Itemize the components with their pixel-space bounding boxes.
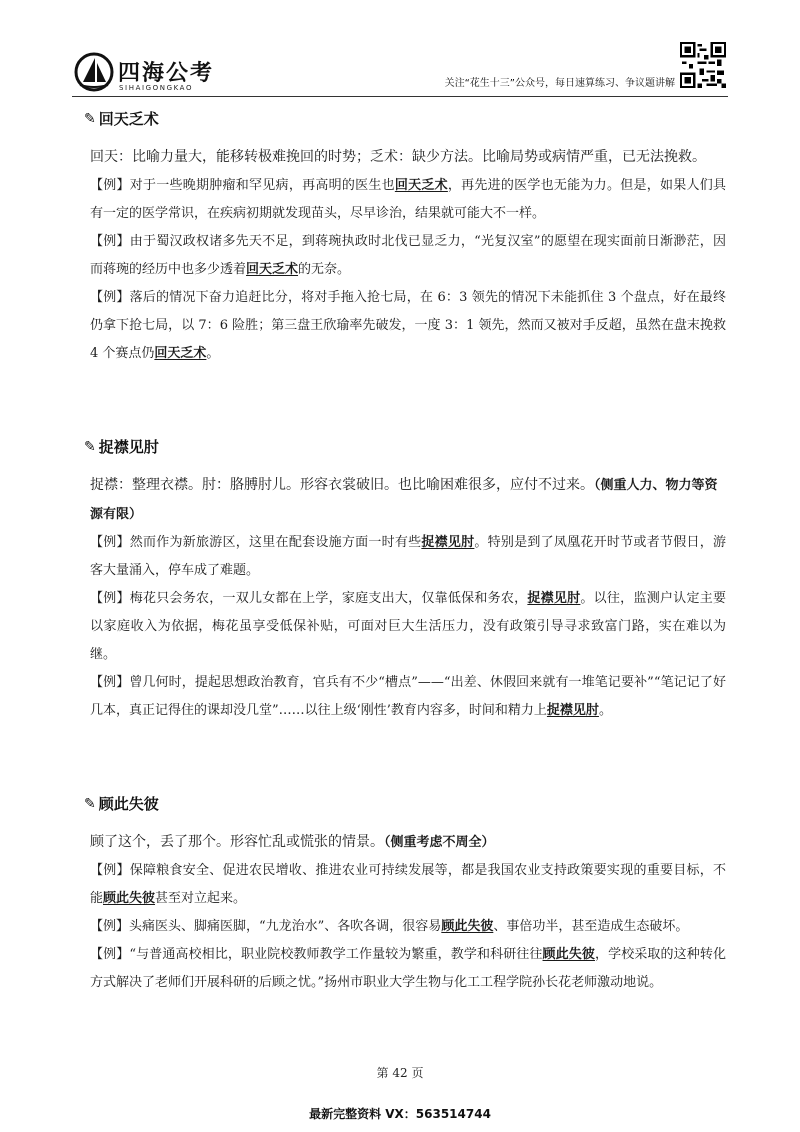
pen-icon: ✎ (84, 110, 96, 127)
example-paragraph: 【例】梅花只会务农，一双儿女都在上学，家庭支出大，仅靠低保和务农，捉襟见肘。以往，监测户认定主要以家庭收入为依据，梅花虽享受低保补贴，可面对巨大生活压力，没有政策引导寻求致富门路，实在难以为继。 (90, 591, 726, 662)
example-paragraph: 【例】对于一些晚期肿瘤和罕见病，再高明的医生也回天乏术，再先进的医学也无能为力。但是，如果人们具有一定的医学常识，在疾病初期就发现苗头，尽早诊治，结果就可能大不一样。 (90, 178, 726, 221)
idiom-section (84, 436, 726, 725)
sailboat-logo-icon (74, 52, 114, 92)
page-content (84, 108, 726, 997)
footer-contact: 最新完整资料 VX：563514744 (309, 1107, 491, 1121)
idiom-keyword: 顾此失彼 (542, 947, 595, 962)
idiom-title: 顾此失彼 (98, 795, 159, 813)
pen-icon: ✎ (84, 795, 96, 812)
usage-note: （侧重考虑不周全） (384, 835, 495, 850)
example-paragraph: 【例】落后的情况下奋力追赶比分，将对手拖入抢七局，在 6：3 领先的情况下未能抓住 3 个盘点，好在最终仍拿下抢七局，以 7：6 险胜；第三盘王欣瑜率先破发，一度 3：1 领先，然而又被对手反超，虽然在盘末挽救 4 个赛点仍回天乏术。 (90, 290, 726, 361)
qr-code-icon (680, 42, 726, 88)
idiom-title: 回天乏术 (98, 110, 159, 128)
section-heading (84, 436, 726, 457)
idiom-section (84, 793, 726, 997)
idiom-keyword: 回天乏术 (394, 178, 448, 193)
example-paragraph: 【例】由于蜀汉政权诸多先天不足，到蒋琬执政时北伐已显乏力，“光复汉室”的愿望在现实面前日渐渺茫，因而蒋琬的经历中也多少透着回天乏术的无奈。 (90, 234, 726, 277)
usage-note: （侧重人力、物力等资源有限） (90, 478, 718, 522)
header-divider (72, 96, 728, 97)
idiom-keyword: 捉襟见肘 (421, 535, 475, 550)
page-number: 第 42 页 (376, 1066, 424, 1080)
section-heading (84, 793, 726, 814)
idiom-keyword: 捉襟见肘 (527, 591, 581, 606)
pen-icon: ✎ (84, 438, 96, 455)
idiom-keyword: 捉襟见肘 (546, 703, 599, 718)
page-header (0, 0, 800, 100)
section-heading (84, 108, 726, 129)
example-paragraph: 【例】然而作为新旅游区，这里在配套设施方面一时有些捉襟见肘。特别是到了凤凰花开时节或者节假日，游客大量涌入，停车成了难题。 (90, 535, 726, 578)
idiom-keyword: 顾此失彼 (103, 891, 156, 906)
idiom-title: 捉襟见肘 (98, 438, 159, 456)
idiom-section (84, 108, 726, 368)
example-paragraph: 【例】曾几何时，提起思想政治教育，官兵有不少“槽点”——“出差、休假回来就有一堆笔记要补”“笔记记了好几本，真正记得住的课却没几堂”……以往上级‘刚性’教育内容多，时间和精力上捉襟见肘。 (90, 675, 726, 718)
idiom-keyword: 顾此失彼 (441, 919, 494, 934)
example-paragraph: 【例】头痛医头、脚痛医脚，“九龙治水”、各吹各调，很容易顾此失彼、事倍功半，甚至造成生态破坏。 (90, 919, 689, 934)
idiom-definition: 回天：比喻力量大，能移转极难挽回的时势；乏术：缺少方法。比喻局势或病情严重，已无法挽救。 (90, 149, 706, 165)
brand-subtitle: SIHAIGONGKAO (119, 84, 194, 92)
example-paragraph: 【例】“与普通高校相比，职业院校教师教学工作量较为繁重，教学和科研往往顾此失彼，学校采取的这种转化方式解决了老师们开展科研的后顾之忧。”扬州市职业大学生物与化工工程学院孙长花老师激动地说。 (90, 947, 726, 990)
example-paragraph: 【例】保障粮食安全、促进农民增收、推进农业可持续发展等，都是我国农业支持政策要实现的重要目标，不能顾此失彼甚至对立起来。 (90, 863, 726, 906)
idiom-keyword: 回天乏术 (246, 262, 299, 277)
idiom-definition: 顾了这个，丢了那个。形容忙乱或慌张的情景。（侧重考虑不周全） (90, 834, 495, 850)
idiom-definition: 捉襟：整理衣襟。肘：胳膊肘儿。形容衣裳破旧。也比喻困难很多，应付不过来。（侧重人力、物力等资源有限） (90, 477, 718, 522)
header-slogan: 关注“花生十三”公众号，每日速算练习、争议题讲解 (444, 78, 675, 89)
idiom-keyword: 回天乏术 (154, 346, 207, 361)
brand-name: 四海公考 (118, 61, 215, 86)
